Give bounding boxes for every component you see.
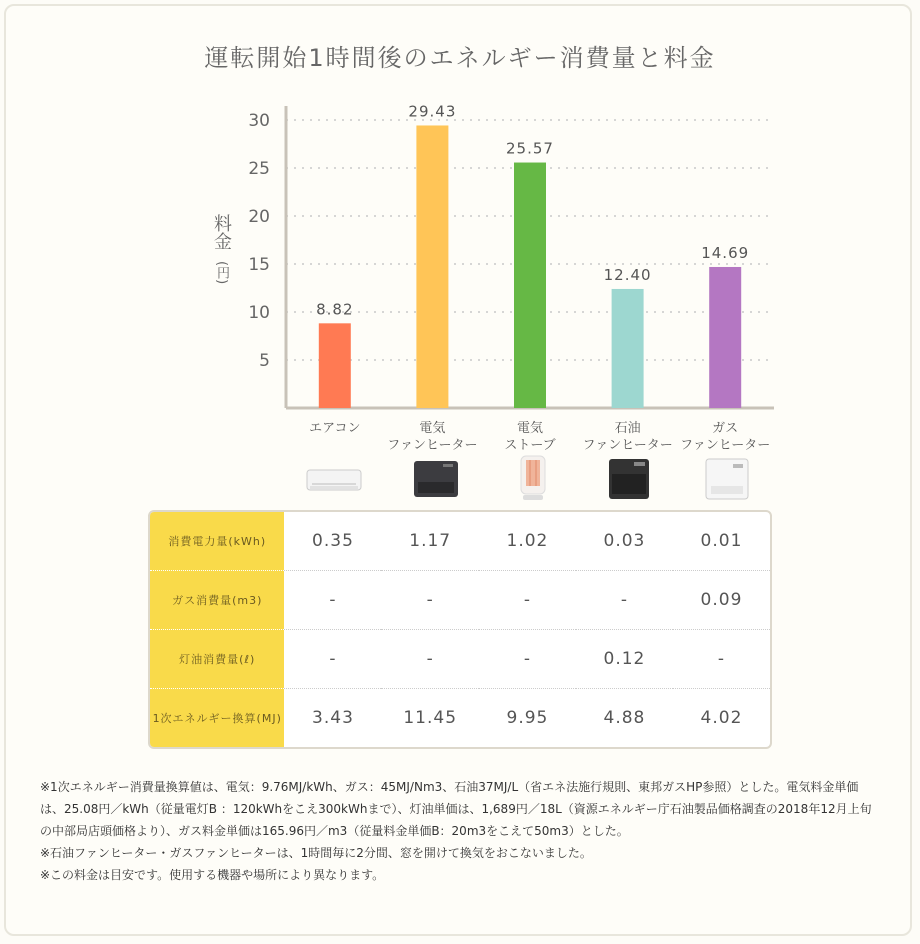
y-axis-label	[206, 214, 236, 291]
table-row	[150, 630, 770, 689]
table-cell: -	[381, 571, 478, 630]
table-cell: -	[576, 571, 673, 630]
y-tick-label: 20	[248, 207, 270, 227]
y-tick-label: 10	[248, 303, 270, 323]
y-tick-label: 5	[259, 351, 270, 371]
table-cell: 9.95	[506, 708, 549, 728]
data-label: 14.69	[701, 243, 750, 262]
electric-fan-heater-icon	[413, 460, 459, 502]
table-row	[150, 689, 770, 747]
table-cell: -	[381, 630, 478, 689]
x-tick-label: ガス ファンヒーター	[680, 421, 771, 453]
footnotes	[40, 776, 880, 886]
table-cell: -	[479, 630, 576, 689]
row-header: 灯油消費量(ℓ)	[150, 630, 284, 689]
oil-fan-heater-icon	[608, 458, 650, 504]
table-cell: 0.12	[576, 630, 673, 689]
electric-stove-icon	[518, 455, 548, 505]
footnote: ※石油ファンヒーター・ガスファンヒーターは、1時間毎に2分間、窓を開けて換気をおこないました。	[40, 846, 592, 860]
data-label: 25.57	[506, 139, 554, 158]
bar	[416, 125, 448, 408]
y-tick-label: 30	[248, 111, 270, 131]
y-axis-label-text: 料金	[211, 214, 232, 250]
air-conditioner-icon	[306, 467, 362, 497]
bar	[709, 267, 741, 408]
gas-fan-heater-icon	[705, 458, 749, 504]
table-cell: 0.35	[284, 512, 381, 571]
table-cell: 4.88	[603, 708, 646, 728]
table-cell: 1.02	[479, 512, 576, 571]
y-axis-unit: (円)	[214, 261, 229, 285]
table-cell: 1.17	[381, 512, 478, 571]
table-cell: -	[479, 571, 576, 630]
table-cell: 3.43	[312, 708, 354, 728]
table-cell: -	[284, 571, 381, 630]
table-row	[150, 571, 770, 630]
data-label: 29.43	[408, 102, 457, 121]
table-cell: 0.09	[673, 571, 770, 630]
footnote: ※この料金は目安です。使用する機器や場所により異なります。	[40, 868, 385, 882]
row-header: 1次エネルギー換算(MJ)	[150, 689, 284, 747]
y-tick-label: 15	[248, 255, 270, 275]
data-label: 12.40	[603, 265, 652, 284]
bar	[514, 163, 546, 408]
x-tick-label: 電気 ファンヒーター	[387, 421, 478, 453]
table-cell: 0.03	[576, 512, 673, 571]
x-tick-label: 石油 ファンヒーター	[582, 421, 673, 453]
x-tick-label: エアコン	[309, 421, 361, 436]
data-label: 8.82	[316, 300, 354, 319]
table-cell: 11.45	[403, 708, 458, 728]
bar	[612, 289, 644, 408]
x-tick-label: 電気 ストーブ	[504, 421, 556, 453]
footnote: ※1次エネルギー消費量換算値は、電気：9.76MJ/kWh、ガス：45MJ/Nm3、石油37MJ/L（省エネ法施行規則、東邦ガスHP参照）とした。電気料金単価は、25.08円／kWh（従量電灯B ：120kWhをこえ300kWhまで）、灯油単価は、1,689円／18L（資源エネルギー庁石油製品価格調査の2018年12月上旬の中部局店頭価格より）、ガス料金単価は165.96円／m3（従量料金単価B：20m3をこえて50m3）とした。	[40, 780, 872, 838]
consumption-table	[148, 510, 772, 749]
chart-title: 運転開始1時間後のエネルギー消費量と料金	[204, 44, 716, 72]
bar	[319, 323, 351, 408]
table-row	[150, 512, 770, 571]
table-cell: -	[673, 630, 770, 689]
table-cell: 0.01	[673, 512, 770, 571]
table-cell: -	[284, 630, 381, 689]
table-cell: 4.02	[700, 708, 743, 728]
row-header: 消費電力量(kWh)	[150, 512, 284, 571]
row-header: ガス消費量(m3)	[150, 571, 284, 630]
y-tick-label: 25	[248, 159, 270, 179]
